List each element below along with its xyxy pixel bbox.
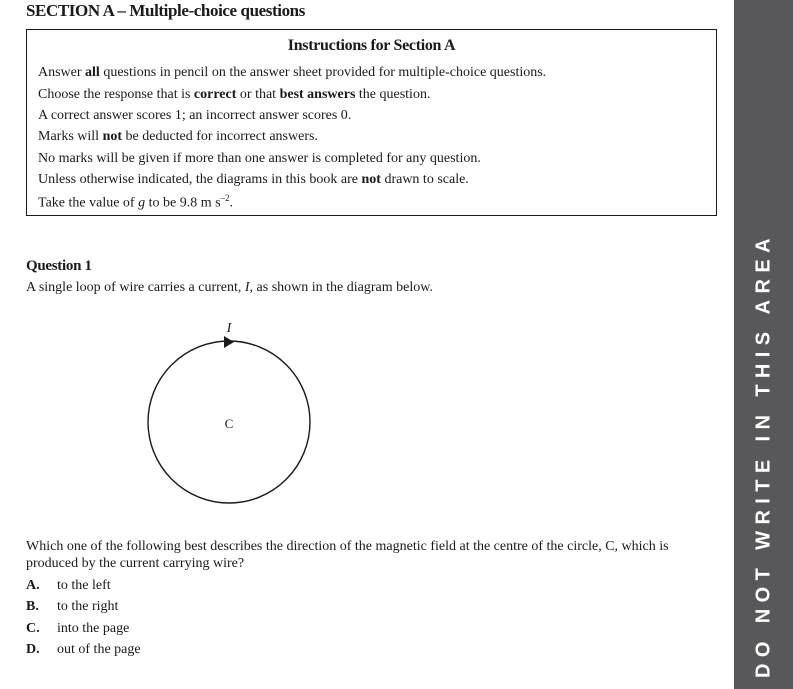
centre-label: C — [224, 416, 234, 431]
current-label: I — [226, 321, 232, 336]
option-text: to the left — [57, 578, 111, 593]
question-stem-line-2: produced by the current carrying wire? — [26, 556, 245, 571]
question-stem-line-1: Which one of the following best describes the direction of the magnetic field at the centre of the circle, C, which is — [26, 539, 669, 554]
instructions-box — [26, 29, 717, 216]
option-text: out of the page — [57, 642, 141, 657]
current-direction-arrow — [224, 336, 234, 348]
option-letter: A. — [26, 578, 40, 593]
option-b[interactable] — [26, 599, 118, 615]
instruction-line-6: Unless otherwise indicated, the diagrams in this book are not drawn to scale. — [38, 172, 469, 187]
option-letter: B. — [26, 599, 39, 614]
instruction-line-1: Answer all questions in pencil on the answer sheet provided for multiple-choice questions. — [38, 65, 547, 80]
instruction-line-2: Choose the response that is correct or that best answers the question. — [38, 87, 431, 102]
option-text: to the right — [57, 599, 119, 614]
instruction-line-4: Marks will not be deducted for incorrect answers. — [38, 129, 318, 144]
option-text: into the page — [57, 621, 130, 636]
option-a[interactable] — [26, 578, 111, 594]
question-title: Question 1 — [26, 258, 92, 274]
section-heading: SECTION A – Multiple-choice questions — [26, 1, 305, 20]
option-d[interactable] — [26, 642, 141, 658]
option-letter: C. — [26, 621, 40, 636]
option-letter: D. — [26, 642, 40, 657]
instructions-title: Instructions for Section A — [287, 37, 456, 54]
margin-strip — [734, 0, 793, 689]
instruction-line-7: Take the value of g to be 9.8 m $s^{-2}$. — [38, 193, 234, 211]
current-loop-diagram — [140, 310, 320, 510]
option-c[interactable] — [26, 621, 129, 637]
question-intro: A single loop of wire carries a current, I, as shown in the diagram below. — [26, 280, 433, 295]
do-not-write-notice: DO NOT WRITE IN THIS AREA — [752, 232, 774, 678]
instruction-line-5: No marks will be given if more than one answer is completed for any question. — [38, 151, 481, 166]
instruction-line-3: A correct answer scores 1; an incorrect answer scores 0. — [38, 108, 352, 123]
